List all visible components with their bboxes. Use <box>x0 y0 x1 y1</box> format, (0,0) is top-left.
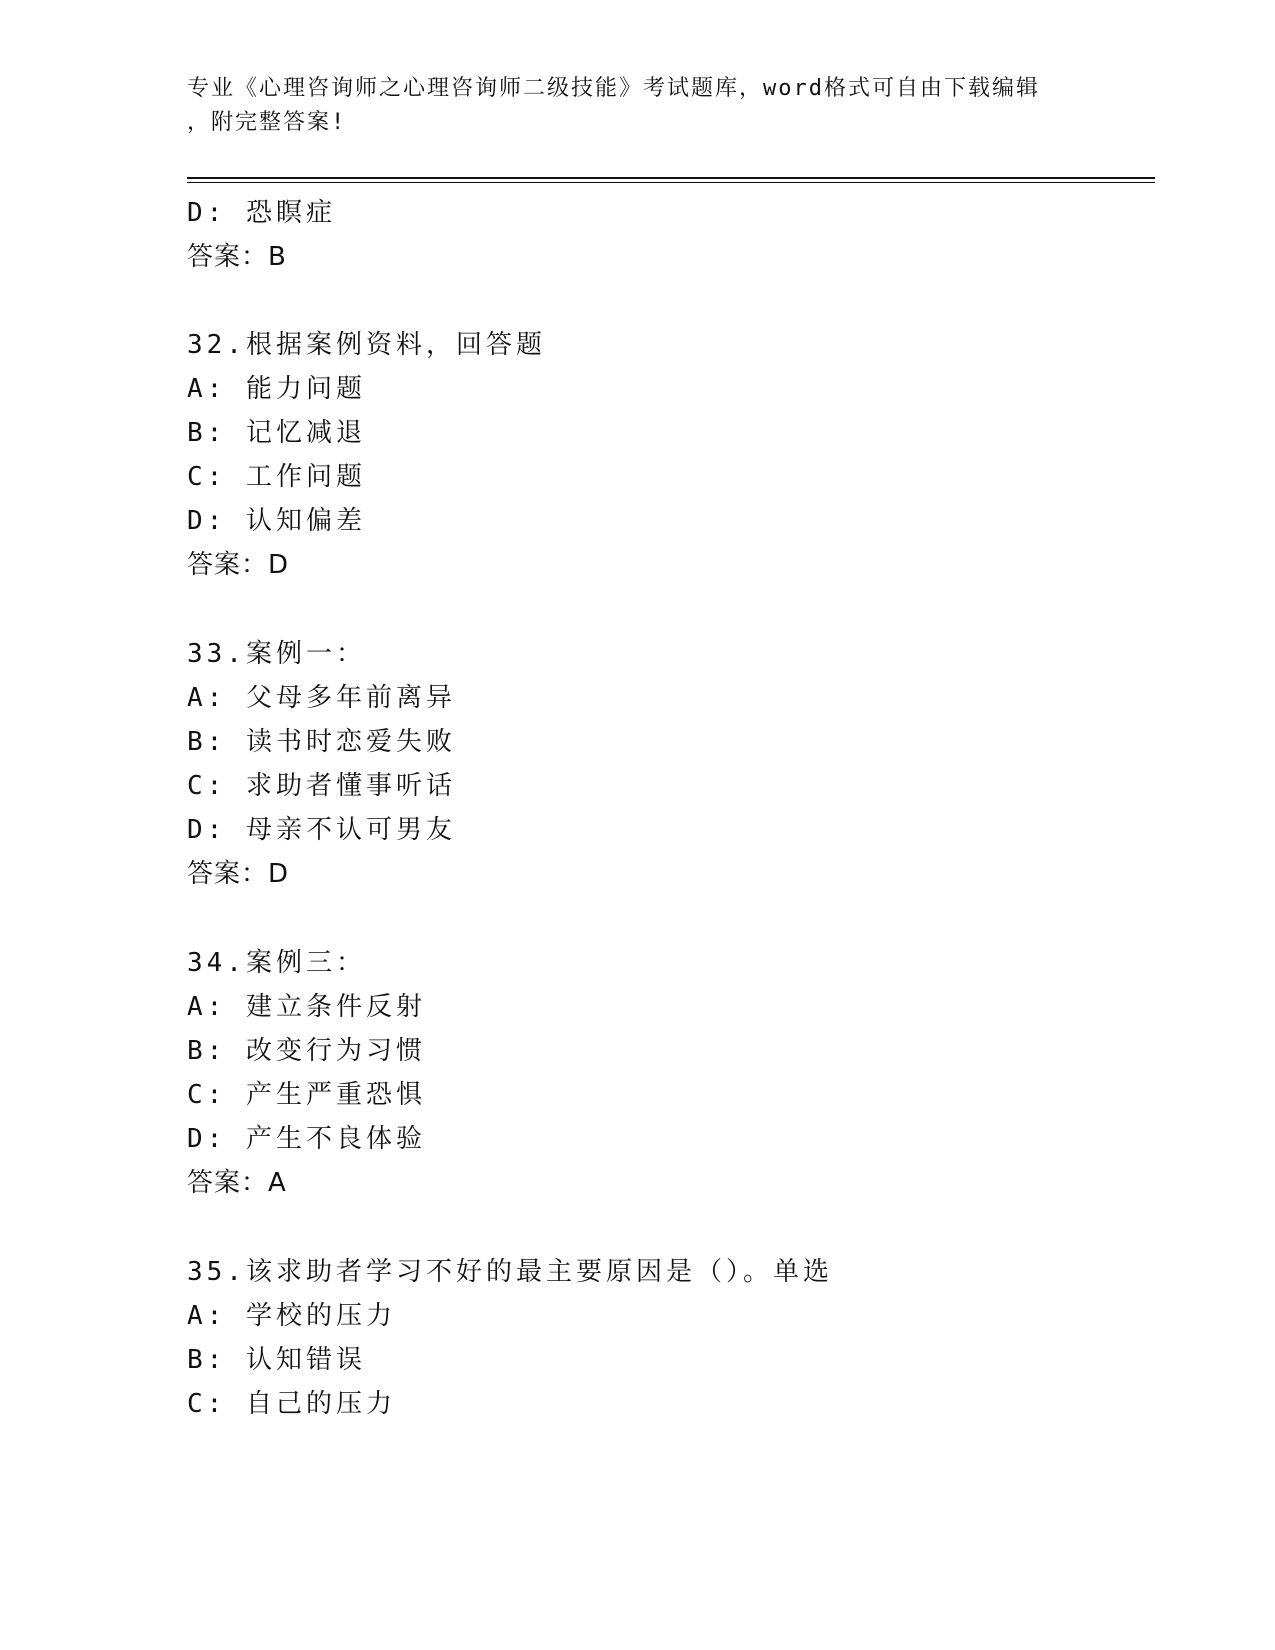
q33-option-d: D: 母亲不认可男友 <box>187 815 456 845</box>
q34-option-d: D: 产生不良体验 <box>187 1124 426 1154</box>
q33-option-c: C: 求助者懂事听话 <box>187 771 456 801</box>
q34-option-b: B: 改变行为习惯 <box>187 1036 426 1066</box>
q32-stem: 32.根据案例资料，回答题 <box>187 330 546 360</box>
q35-stem: 35.该求助者学习不好的最主要原因是（）。单选 <box>187 1257 833 1287</box>
header-line-1: 专业《心理咨询师之心理咨询师二级技能》考试题库，word格式可自由下载编辑 <box>187 76 1040 101</box>
q32-answer: 答案：D <box>187 550 290 580</box>
q35-option-b: B: 认知错误 <box>187 1345 366 1375</box>
header-rule-thick <box>187 177 1155 179</box>
q31-option-d: D: 恐瞑症 <box>187 198 336 228</box>
q32-option-b: B: 记忆减退 <box>187 418 366 448</box>
q32-option-d: D: 认知偏差 <box>187 506 366 536</box>
q35-option-c: C: 自己的压力 <box>187 1389 396 1419</box>
q33-answer: 答案：D <box>187 859 290 889</box>
q32-option-a: A: 能力问题 <box>187 374 366 404</box>
q33-option-b: B: 读书时恋爱失败 <box>187 727 456 757</box>
header-rule-thin <box>187 182 1155 183</box>
header-line-2: ，附完整答案! <box>187 110 347 135</box>
q34-answer: 答案：A <box>187 1168 287 1198</box>
document-header <box>187 72 1087 140</box>
q35-option-a: A: 学校的压力 <box>187 1301 396 1331</box>
q31-answer: 答案：B <box>187 242 287 272</box>
q34-stem: 34.案例三： <box>187 948 366 978</box>
q34-option-c: C: 产生严重恐惧 <box>187 1080 426 1110</box>
q34-option-a: A: 建立条件反射 <box>187 992 426 1022</box>
q33-option-a: A: 父母多年前离异 <box>187 683 456 713</box>
q33-stem: 33.案例一： <box>187 639 366 669</box>
q32-option-c: C: 工作问题 <box>187 462 366 492</box>
